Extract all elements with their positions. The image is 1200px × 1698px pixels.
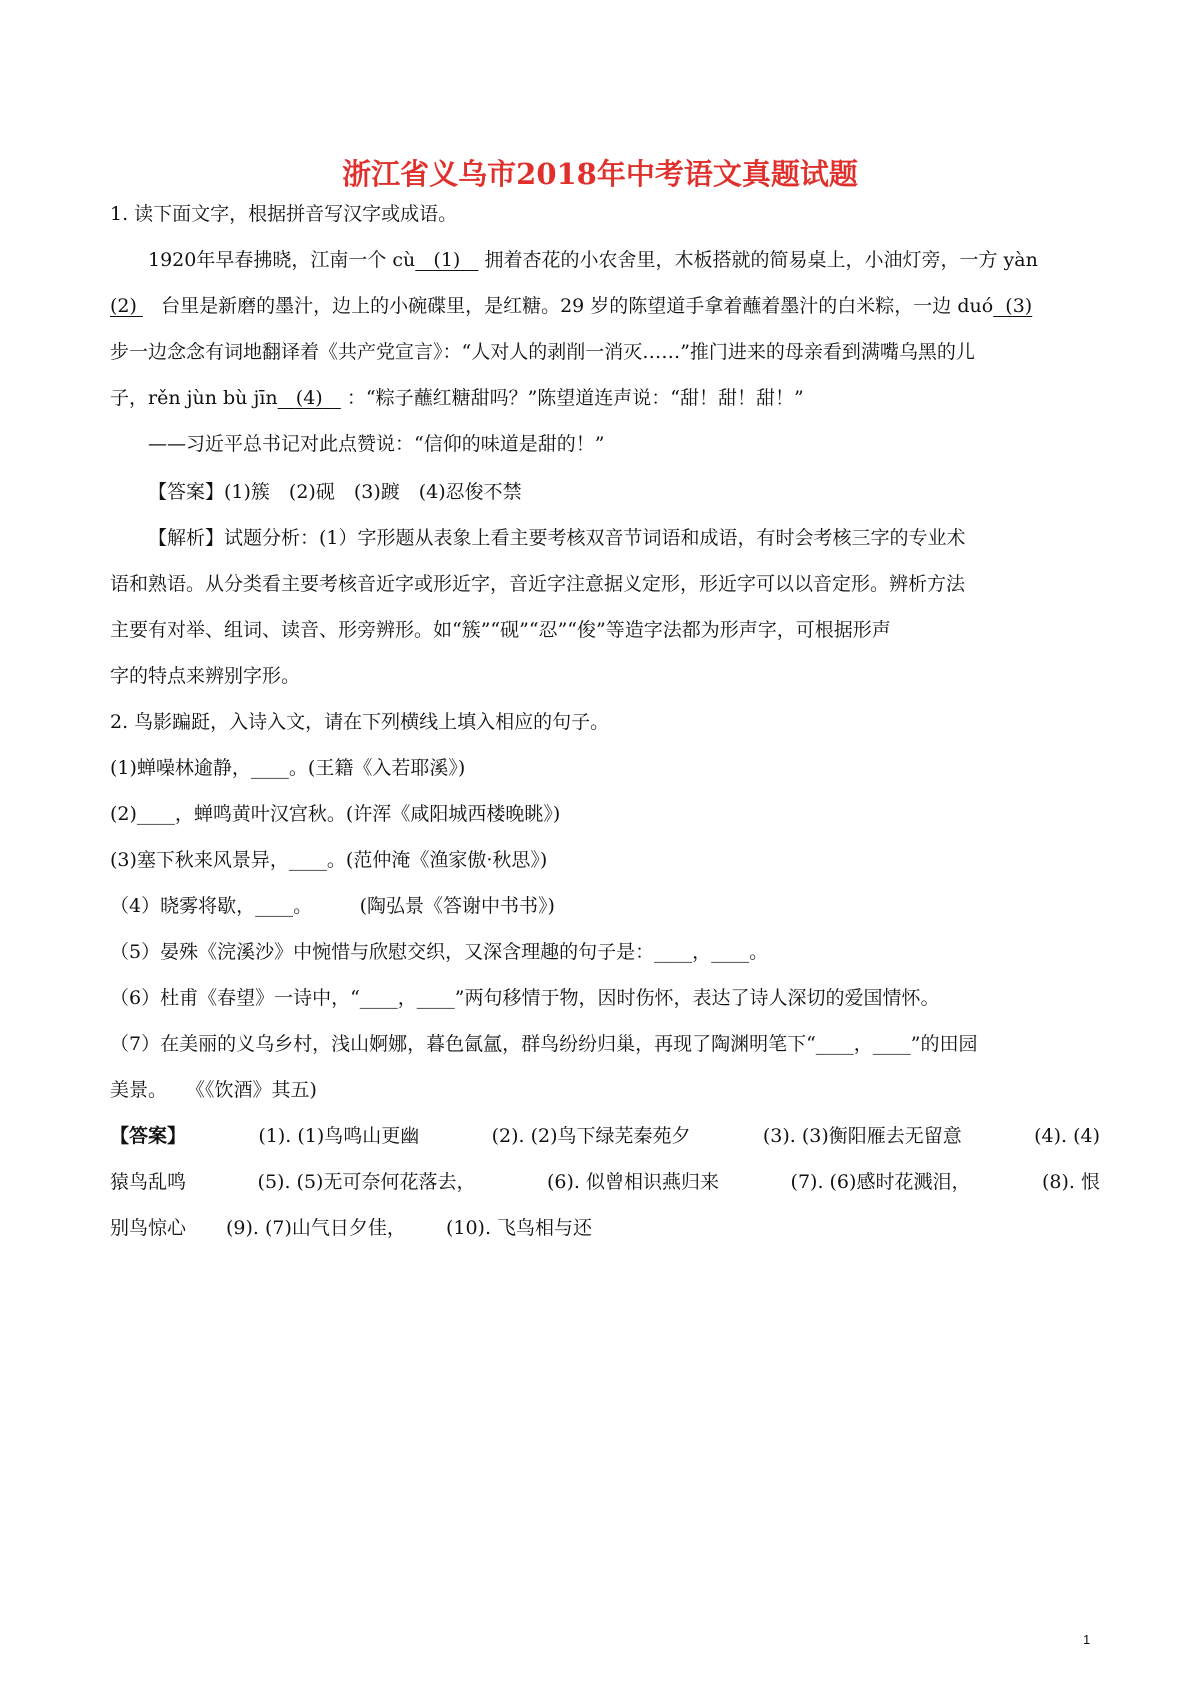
q1-passage-line-1 [148, 246, 1038, 274]
answer-item: (9). (7)山气日夕佳， [226, 1217, 406, 1239]
answer-item: (3). (3)衡阳雁去无留意 [762, 1125, 962, 1147]
q1-text: 台里是新磨的墨汁，边上的小碗碟里，是红糖。29 岁的陈望道手拿着蘸着墨汁的白米粽，一边 duó [161, 295, 994, 317]
q1-text: ：“粽子蘸红糖甜吗？”陈望道连声说：“甜！甜！甜！” [346, 387, 804, 409]
page-number: 1 [1083, 1632, 1091, 1647]
answer-item: (1). (1)鸟鸣山更幽 [258, 1125, 420, 1147]
answer-item: (6). 似曾相识燕归来 [547, 1171, 719, 1193]
q1-quote-line: ——习近平总书记对此点赞说：“信仰的味道是甜的！” [148, 433, 605, 455]
q1-analysis-line-1: 【解析】试题分析：(1）字形题从表象上看主要考核双音节词语和成语，有时会考核三字的专业术 [148, 527, 966, 549]
q2-item-7: （7）在美丽的义乌乡村，浅山婀娜，暮色氤氲，群鸟纷纷归巢，再现了陶渊明笔下“____，____”的田园 [110, 1033, 978, 1055]
q2-item-2: (2)____，蝉鸣黄叶汉宫秋。(许浑《咸阳城西楼晚眺》) [110, 803, 561, 825]
q1-passage-line-3: 步一边念念有词地翻译着《共产党宣言》：“人对人的剥削一消灭……”推门进来的母亲看到满嘴乌黑的儿 [110, 341, 975, 363]
answer-item: (2). (2)鸟下绿芜秦苑夕 [491, 1125, 691, 1147]
q2-answer-row-1 [110, 1122, 1100, 1150]
q2-answer-row-3 [110, 1214, 592, 1242]
answer-item: (8). 恨 [1041, 1171, 1100, 1193]
q2-answer-row-2 [110, 1168, 1100, 1196]
document-title: 浙江省义乌市2018年中考语文真题试题 [342, 157, 858, 191]
q2-item-3: (3)塞下秋来风景异，____。(范仲淹《渔家傲·秋思》) [110, 849, 548, 871]
question-1-stem: 1. 读下面文字，根据拼音写汉字或成语。 [110, 203, 458, 225]
q1-text: 1920年早春拂晓，江南一个 cù [148, 249, 416, 271]
q2-item-6: （6）杜甫《春望》一诗中，“____，____”两句移情于物，因时伤怀，表达了诗人深切的爱国情怀。 [110, 987, 940, 1009]
q1-passage-line-4 [110, 384, 804, 412]
q2-item-4: （4）晓雾将歇，____。 (陶弘景《答谢中书书》) [110, 895, 555, 917]
q1-passage-line-2 [110, 292, 1032, 320]
blank-3: (3) [1005, 295, 1033, 317]
q2-item-8: 美景。 《《饮酒》其五) [110, 1079, 317, 1101]
q1-analysis-line-4: 字的特点来辨别字形。 [110, 665, 301, 687]
q1-analysis-line-3: 主要有对举、组词、读音、形旁辨形。如“簇”“砚”“忍”“俊”等造字法都为形声字，可根据形声 [110, 619, 891, 641]
q1-text: 拥着杏花的小农舍里，木板搭就的简易桌上，小油灯旁，一方 yàn [484, 249, 1038, 271]
blank-1: (1) [433, 249, 461, 271]
q2-item-5: （5）晏殊《浣溪沙》中惋惜与欣慰交织，又深含理趣的句子是：____，____。 [110, 941, 769, 963]
answer-item: 猿鸟乱鸣 [110, 1171, 187, 1193]
answer-item: (5). (5)无可奈何花落去， [257, 1171, 476, 1193]
answer-item: 别鸟惊心 [110, 1217, 187, 1239]
q1-answer: 【答案】(1)簇 (2)砚 (3)踱 (4)忍俊不禁 [148, 481, 522, 503]
q1-text: 子，rěn jùn bù jīn [110, 387, 278, 409]
answer-item: (7). (6)感时花溅泪， [790, 1171, 971, 1193]
q2-item-1: (1)蝉噪林逾静，____。(王籍《入若耶溪》) [110, 757, 466, 779]
question-2-stem: 2. 鸟影蹁跹，入诗入文，请在下列横线上填入相应的句子。 [110, 711, 610, 733]
blank-2: (2) [110, 295, 137, 317]
answer-item: (4). (4) [1034, 1125, 1100, 1147]
answer-item: (10). 飞鸟相与还 [445, 1217, 593, 1239]
blank-4: (4) [295, 387, 323, 409]
answer-label: 【答案】 [110, 1125, 187, 1147]
q1-analysis-line-2: 语和熟语。从分类看主要考核音近字或形近字，音近字注意据义定形，形近字可以以音定形。辨析方法 [110, 573, 966, 595]
